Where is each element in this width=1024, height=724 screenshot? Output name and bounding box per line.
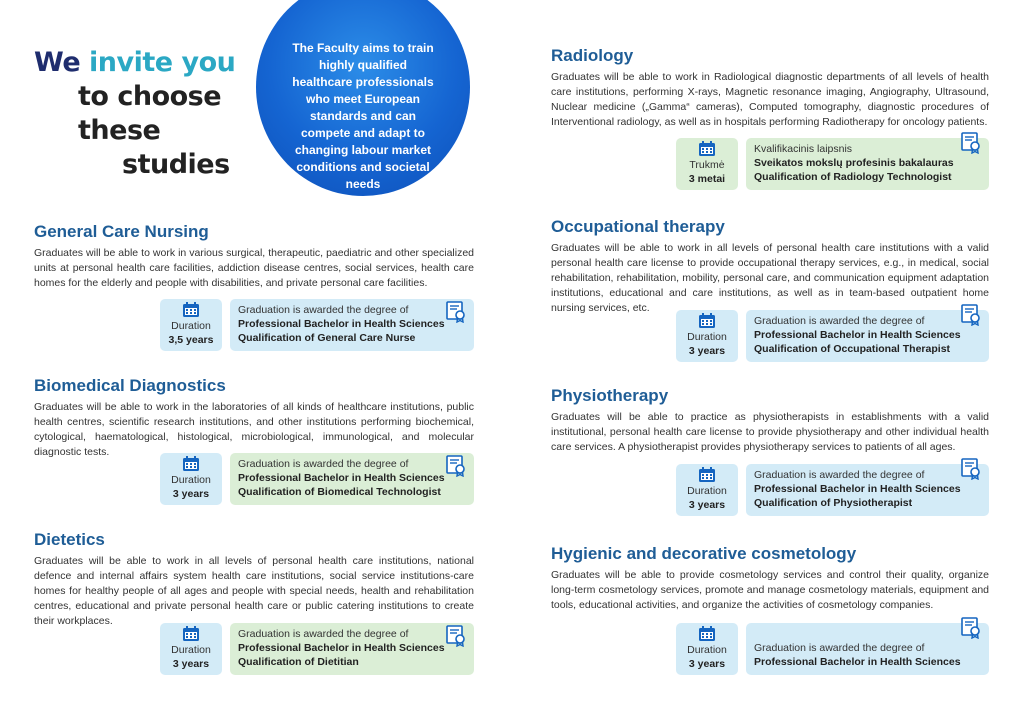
certificate-icon <box>961 617 981 639</box>
calendar-icon <box>698 313 716 329</box>
degree-box <box>746 310 989 362</box>
section-title: Dietetics <box>34 530 105 549</box>
hero-line-3: these <box>78 115 161 146</box>
degree-line-1: Graduation is awarded the degree of <box>238 628 409 640</box>
certificate-icon <box>961 458 981 480</box>
calendar-icon <box>698 141 716 157</box>
certificate-icon <box>961 304 981 326</box>
degree-line-3: Qualification of General Care Nurse <box>238 332 416 344</box>
duration-box <box>676 310 738 362</box>
degree-line-2: Professional Bachelor in Health Sciences <box>238 642 445 654</box>
duration-label: Duration <box>171 474 211 486</box>
degree-box <box>746 138 989 190</box>
duration-box <box>160 623 222 675</box>
certificate-icon <box>961 132 981 154</box>
degree-box <box>230 453 474 505</box>
degree-line-3: Qualification of Dietitian <box>238 656 359 668</box>
hero-line-2: to choose <box>78 81 222 112</box>
duration-box <box>676 138 738 190</box>
duration-label: Duration <box>687 644 727 656</box>
duration-box <box>160 453 222 505</box>
degree-line-3: Qualification of Physiotherapist <box>754 497 913 509</box>
duration-value: 3 years <box>688 658 726 670</box>
mission-text: The Faculty aims to train highly qualified healthcare professionals who meet European standards and can compete and adapt to changing labour market conditions and societal needs <box>292 41 434 191</box>
duration-label: Trukmė <box>689 159 725 171</box>
section-title: Hygienic and decorative cosmetology <box>551 544 857 563</box>
duration-value: 3 years <box>172 658 210 670</box>
section-description: Graduates will be able to practice as physiotherapists in establishments with a valid institutional, personal health care license to provide physiotherapy and other individual health care services. A physiotherapist provides physiotherapy services to patients of all ages. <box>551 411 989 453</box>
section-description: Graduates will be able to work in various surgical, therapeutic, paediatric and other specialized units at personal health care facilities, addiction disease centres, social services, health care homes for the elderly and people with disabilities, and private personal care facilities. <box>34 247 474 289</box>
degree-line-2: Professional Bachelor in Health Sciences <box>754 329 961 341</box>
hero-we: We <box>34 47 81 78</box>
section-description: Graduates will be able to work in all levels of personal health care institutions, national defence and internal affairs system health care institutions, social service institutions-care homes for healthy people of all ages and people with special needs, health and rehabilitation centres, educational and private personal health care or public catering institutions to create their workplaces. <box>34 555 474 627</box>
section-title: Biomedical Diagnostics <box>34 376 226 395</box>
duration-box <box>676 623 738 675</box>
duration-label: Duration <box>687 485 727 497</box>
hero-invite-you: invite you <box>89 47 236 78</box>
section-description: Graduates will be able to work in the laboratories of all kinds of healthcare institutions, public health centres, scientific research institutions, and other institutions performing biochemical, cytological, haematological, histological, microbiological, immunological, and molecular diagnostic tests. <box>34 401 474 458</box>
degree-line-1: Graduation is awarded the degree of <box>754 315 925 327</box>
degree-line-1: Graduation is awarded the degree of <box>238 304 409 316</box>
certificate-icon <box>446 625 466 647</box>
hero-line-1 <box>34 46 235 80</box>
degree-box <box>230 299 474 351</box>
degree-line-1: Kvalifikacinis laipsnis <box>754 143 853 155</box>
duration-value: 3 metai <box>688 173 726 185</box>
section-description: Graduates will be able to work in Radiological diagnostic departments of all levels of health care institutions, performing X-rays, Magnetic resonance imaging, Angiography, Ultrasound, Nuclear medicine („Gamma“ cameras), Computed tomography, diagnostic procedures of Interventional radiology, as well as in hospitals performing Radiotherapy for oncology patients. <box>551 71 989 128</box>
degree-line-2: Professional Bachelor in Health Sciences <box>238 472 445 484</box>
section-description: Graduates will be able to work in all levels of personal health care institutions with a valid personal health care license to provide occupational therapy services, e.g., in medical, social rehabilitation, rehabilitation, mobility, personal care, and communication equipment adaptation institutions, educational and care institutions, as well as in team-based outpatient home nursing services, etc. <box>551 242 989 314</box>
degree-line-2: Professional Bachelor in Health Sciences <box>754 483 961 495</box>
duration-value: 3,5 years <box>168 334 214 346</box>
certificate-icon <box>446 455 466 477</box>
certificate-icon <box>446 301 466 323</box>
degree-line-3: Qualification of Occupational Therapist <box>754 343 951 355</box>
section-title: Occupational therapy <box>551 217 725 236</box>
degree-line-1: Graduation is awarded the degree of <box>754 469 925 481</box>
section-title: General Care Nursing <box>34 222 209 241</box>
duration-value: 3 years <box>688 499 726 511</box>
degree-line-3: Qualification of Radiology Technologist <box>754 171 952 183</box>
hero-line-4: studies <box>122 149 230 180</box>
duration-label: Duration <box>171 320 211 332</box>
calendar-icon <box>698 467 716 483</box>
calendar-icon <box>182 626 200 642</box>
calendar-icon <box>182 456 200 472</box>
degree-box <box>746 623 989 675</box>
duration-value: 3 years <box>172 488 210 500</box>
degree-line-3: Qualification of Biomedical Technologist <box>238 486 441 498</box>
degree-line-2: Sveikatos mokslų profesinis bakalauras <box>754 157 954 169</box>
degree-box <box>230 623 474 675</box>
calendar-icon <box>182 302 200 318</box>
degree-line-2: Professional Bachelor in Health Sciences <box>754 656 961 668</box>
section-title: Radiology <box>551 46 634 65</box>
duration-box <box>676 464 738 516</box>
degree-line-1: Graduation is awarded the degree of <box>754 642 925 654</box>
section-description: Graduates will be able to provide cosmetology services and control their quality, organize long-term cosmetology services, promote and manage cosmetology materials, equipment and tools, educational activities, and organize the activities of cosmetology companies. <box>551 569 989 611</box>
duration-box <box>160 299 222 351</box>
duration-label: Duration <box>687 331 727 343</box>
section-title: Physiotherapy <box>551 386 669 405</box>
degree-line-1: Graduation is awarded the degree of <box>238 458 409 470</box>
duration-label: Duration <box>171 644 211 656</box>
calendar-icon <box>698 626 716 642</box>
duration-value: 3 years <box>688 345 726 357</box>
degree-box <box>746 464 989 516</box>
degree-line-2: Professional Bachelor in Health Sciences <box>238 318 445 330</box>
